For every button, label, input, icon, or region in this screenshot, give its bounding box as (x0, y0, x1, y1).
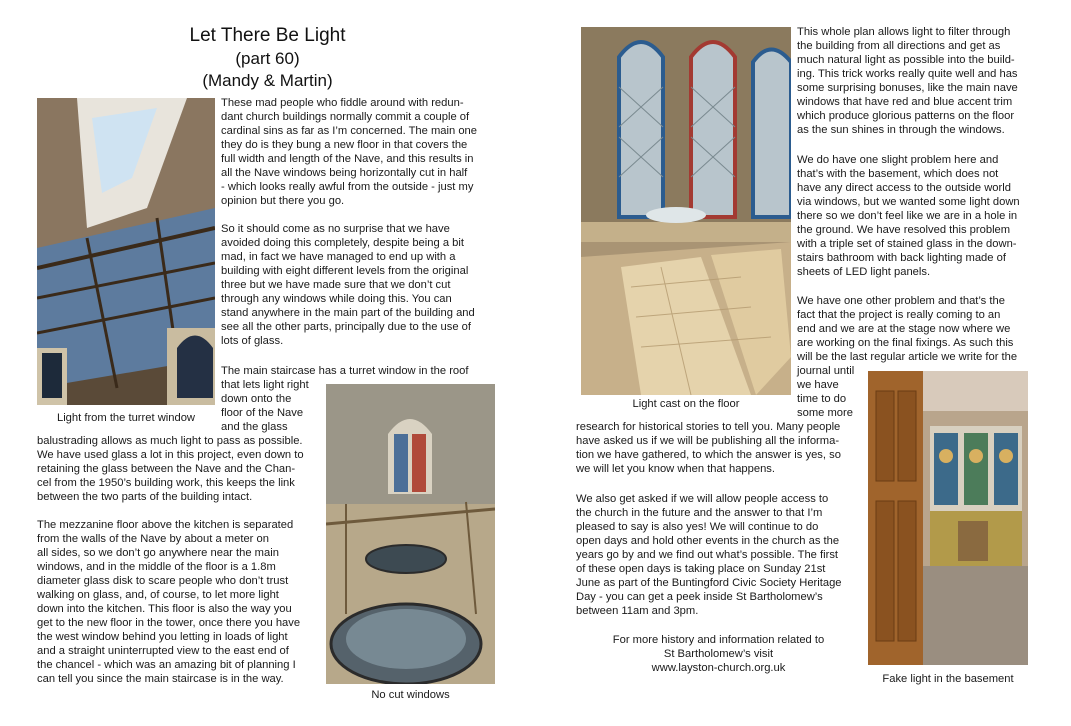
turret-window-photo (37, 98, 215, 405)
left-para-3c: balustrading allows as much light to pass as possible. We have used glass a lot in this project, even down to retaining the glass between the Nave and the Chan- cel from the 1950’s building work, this keeps the link between the two parts of the building intact. (37, 435, 304, 503)
left-para-3a: The main staircase has a turret window in the roof (221, 365, 469, 377)
no-cut-windows-photo (326, 384, 495, 684)
caption-floor: Light cast on the floor (632, 398, 740, 410)
caption-no-cut: No cut windows (371, 689, 450, 701)
left-para-4: The mezzanine floor above the kitchen is separated from the walls of the Nave by about a meter on all sides, so we don’t go anywhere near the main windows, and in the middle of the floor is a 1.8m diameter glass disk to scare people who don’t trust walking on glass, and, of course, to let more light down into the kitchen. This floor is also the way you get to the new floor in the tower, once there you have the west window behind you letting in loads of light and a straight uninterrupted view to the east end of the chancel - which was an amazing bit of planning I can tell you since the main staircase is in the way. (37, 519, 301, 685)
right-para-3a: We have one other problem and that’s the fact that the project is really coming to an end and we are at the stage now where we are working on the final fixings. As such this will be the last regular article we write for the (797, 295, 1018, 363)
article-title: Let There Be Light (189, 25, 346, 46)
left-para-1: These mad people who fiddle around with redun- dant church buildings normally commit a couple of cardinal sins as far as I’m concerned. The main one they do is they bung a new floor in that covers the full width and length of the Nave, and this results in all the Nave windows being horizontally cut in half - which looks really awful from the outside - just my opinion but there you go. (221, 97, 477, 207)
caption-fake: Fake light in the basement (882, 673, 1014, 685)
caption-turret: Light from the turret window (56, 412, 196, 424)
footer-line-2: St Bartholomew’s visit (663, 648, 774, 660)
right-para-3b: journal until we have time to do some more (797, 365, 855, 419)
basement-light-photo (868, 371, 1028, 665)
right-para-1: This whole plan allows light to filter through the building from all directions and get as much natural light as possible into the build- ing. This trick works really quite well and has some surprising bonuses, like the main nave windows that have red and blue accent trim which produce glorious patterns on the floor as the sun shines in through the windows. (797, 26, 1018, 136)
article-authors: (Mandy & Martin) (202, 71, 333, 90)
right-para-3c: research for historical stories to tell you. Many people have asked us if we will be publishing all the informa- tion we have gathered, to which the answer is yes, so we will let you know when that happens. (576, 421, 841, 475)
footer-url-link[interactable]: www.layston-church.org.uk (651, 662, 786, 674)
floor-light-photo (581, 27, 791, 395)
right-para-4: We also get asked if we will allow people access to the church in the future and the answer to that I’m pleased to say is also yes! We will continue to do open days and hold other events in the church as the years go by and we find out what’s possible. The first of these open days is taking place on Sunday 21st June as part of the Buntingford Civic Society Heritage Day - you can get a peek inside St Bartholomew’s between 11am and 3pm. (576, 493, 842, 617)
article-part: (part 60) (235, 49, 300, 68)
left-para-2: So it should come as no surprise that we have avoided doing this completely, despite being a bit mad, in fact we have managed to end up with a building with eight different levels from the original three but we have made sure that we don’t cut through any windows while doing this. You can stand anywhere in the main part of the building and see all the other parts, principally due to the use of lots of glass. (221, 223, 475, 347)
left-para-3b: that lets light right down onto the floor of the Nave and the glass (221, 379, 309, 433)
footer-line-1: For more history and information related to (612, 634, 825, 646)
right-para-2: We do have one slight problem here and that’s with the basement, which does not have any direct access to the outside world via windows, but we wanted some light down there so we don’t feel like we are in a hole in the ground. We have resolved this problem with a triple set of stained glass in the down- stairs bathroom with back lighting made of sheets of LED light panels. (797, 154, 1020, 278)
